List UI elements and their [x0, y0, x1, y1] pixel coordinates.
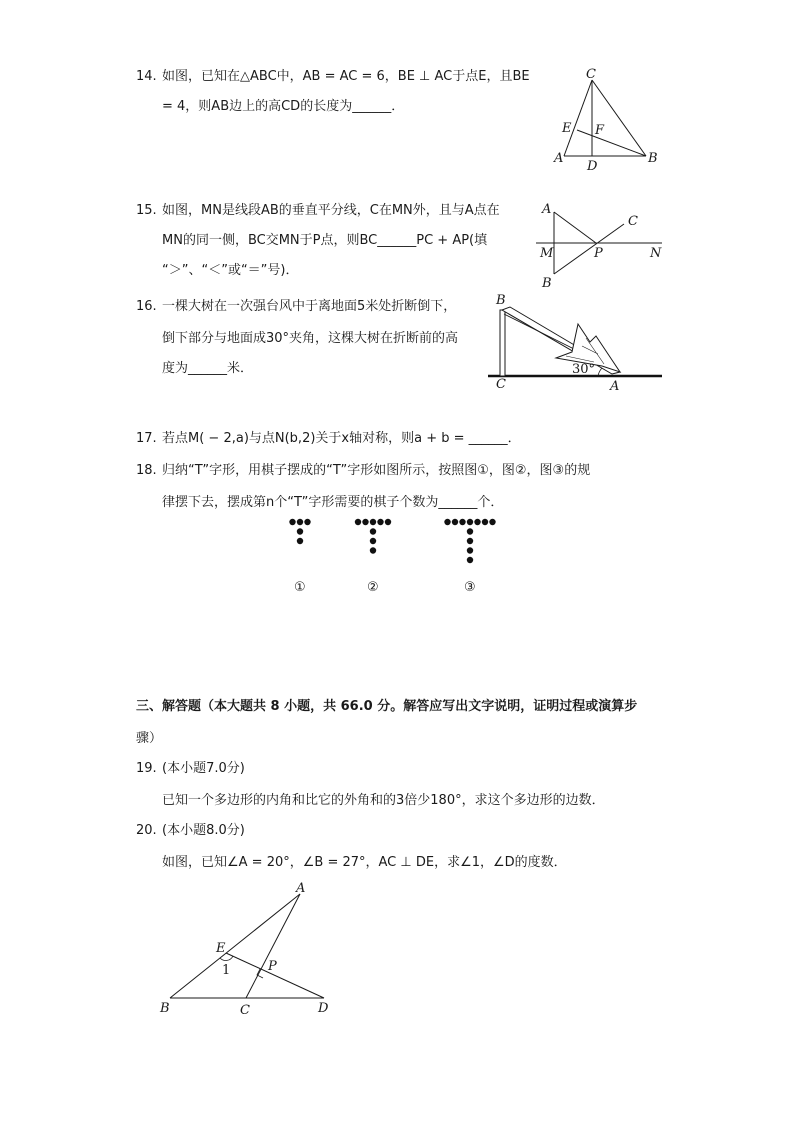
question-number: 18. — [136, 463, 157, 478]
label-e: E — [562, 121, 572, 136]
chess-piece-dot — [467, 557, 473, 563]
question-text-line1: 如图，已知在△ABC中，AB = AC = 6，BE ⊥ AC于点E，且BE — [162, 69, 530, 84]
label-b: B — [496, 293, 506, 308]
chess-piece-dot — [362, 519, 368, 525]
chess-piece-dot — [467, 538, 473, 544]
question-14-line2: = 4，则AB边上的高CD的长度为______． — [162, 99, 405, 114]
chess-piece-dot — [370, 519, 376, 525]
label-c: C — [586, 67, 596, 82]
chess-piece-dot — [444, 519, 450, 525]
section-3-heading: 三、解答题（本大题共 8 小题，共 66.0 分。解答应写出文字说明，证明过程或演算步 — [136, 699, 638, 714]
question-text-line1: 如图，MN是线段AB的垂直平分线，C在MN外，且与A点在 — [162, 203, 500, 218]
label-a: A — [554, 151, 564, 166]
question-number: 19. — [136, 761, 157, 776]
label-e: E — [216, 941, 226, 956]
chess-piece-dot — [370, 547, 376, 553]
chess-piece-dot — [467, 519, 473, 525]
chess-piece-dot — [474, 519, 480, 525]
label-angle: 30° — [572, 362, 596, 377]
figure-q18-t-shapes — [280, 515, 520, 595]
chess-piece-dot — [489, 519, 495, 525]
chess-piece-dot — [370, 528, 376, 534]
figure-q15-perpendicular-bisector — [532, 198, 672, 293]
question-20 — [136, 816, 245, 846]
chess-piece-dot — [467, 547, 473, 553]
chess-piece-dot — [459, 519, 465, 525]
label-f: F — [595, 123, 605, 138]
chess-piece-dot — [289, 519, 295, 525]
label-b: B — [648, 151, 658, 166]
label-c: C — [496, 377, 506, 392]
chess-piece-dot — [370, 538, 376, 544]
figure-index-label: ① — [294, 580, 306, 595]
question-18-line2: 律摆下去，摆成第n个“T”字形需要的棋子个数为______个． — [162, 495, 504, 510]
chess-piece-dot — [467, 528, 473, 534]
figure-q20-triangles — [156, 880, 346, 1020]
label-p: P — [594, 246, 603, 261]
figure-index-label: ② — [367, 580, 379, 595]
question-17 — [136, 424, 521, 454]
question-16-line2: 倒下部分与地面成30°夹角，这棵大树在折断前的高 — [162, 331, 459, 346]
question-number: 15. — [136, 203, 157, 218]
question-20-text: 如图，已知∠A = 20°，∠B = 27°，AC ⊥ DE，求∠1，∠D的度数． — [162, 855, 567, 870]
question-text-line1: 一棵大树在一次强台风中于离地面5米处折断倒下， — [162, 299, 457, 314]
question-16 — [136, 292, 456, 322]
figure-q16-broken-tree — [486, 294, 664, 394]
question-19-text: 已知一个多边形的内角和比它的外角和的3倍少180°，求这个多边形的边数． — [162, 793, 605, 808]
question-number: 14. — [136, 69, 157, 84]
chess-piece-dot — [297, 528, 303, 534]
question-19 — [136, 754, 245, 784]
figure-index-label: ③ — [464, 580, 476, 595]
question-score: (本小题8.0分) — [162, 823, 245, 838]
question-number: 17. — [136, 431, 157, 446]
label-1: 1 — [222, 963, 231, 978]
chess-piece-dot — [355, 519, 361, 525]
label-m: M — [540, 246, 554, 261]
label-b: B — [542, 276, 552, 291]
label-c: C — [628, 214, 638, 229]
label-d: D — [318, 1001, 329, 1016]
chess-piece-dot — [385, 519, 391, 525]
question-15 — [136, 196, 500, 226]
question-text: 若点M( − 2,a)与点N(b,2)关于x轴对称，则a + b = ______． — [162, 431, 521, 446]
question-15-line2: MN的同一侧，BC交MN于P点，则BC______PC + AP(填 — [162, 233, 488, 248]
label-p: P — [268, 959, 277, 974]
question-number: 20. — [136, 823, 157, 838]
question-score: (本小题7.0分) — [162, 761, 245, 776]
label-a: A — [542, 202, 552, 217]
question-text-line1: 归纳“T”字形，用棋子摆成的“T”字形如图所示，按照图①，图②，图③的规 — [162, 463, 591, 478]
chess-piece-dot — [452, 519, 458, 525]
question-14 — [136, 62, 530, 92]
figure-q14-triangle — [552, 68, 662, 173]
label-b: B — [160, 1001, 170, 1016]
question-number: 16. — [136, 299, 157, 314]
label-a: A — [610, 379, 620, 394]
label-d: D — [587, 159, 598, 174]
chess-piece-dot — [304, 519, 310, 525]
chess-piece-dot — [297, 519, 303, 525]
label-n: N — [650, 246, 662, 261]
chess-piece-dot — [482, 519, 488, 525]
chess-piece-dot — [297, 538, 303, 544]
label-a: A — [296, 881, 306, 896]
label-c: C — [240, 1003, 250, 1018]
question-18 — [136, 456, 590, 486]
question-15-line3: “＞”、“＜”或“＝”号)． — [162, 263, 299, 278]
question-16-line3: 度为______米． — [162, 361, 254, 376]
chess-piece-dot — [377, 519, 383, 525]
section-3-heading-line2: 骤） — [136, 731, 163, 746]
